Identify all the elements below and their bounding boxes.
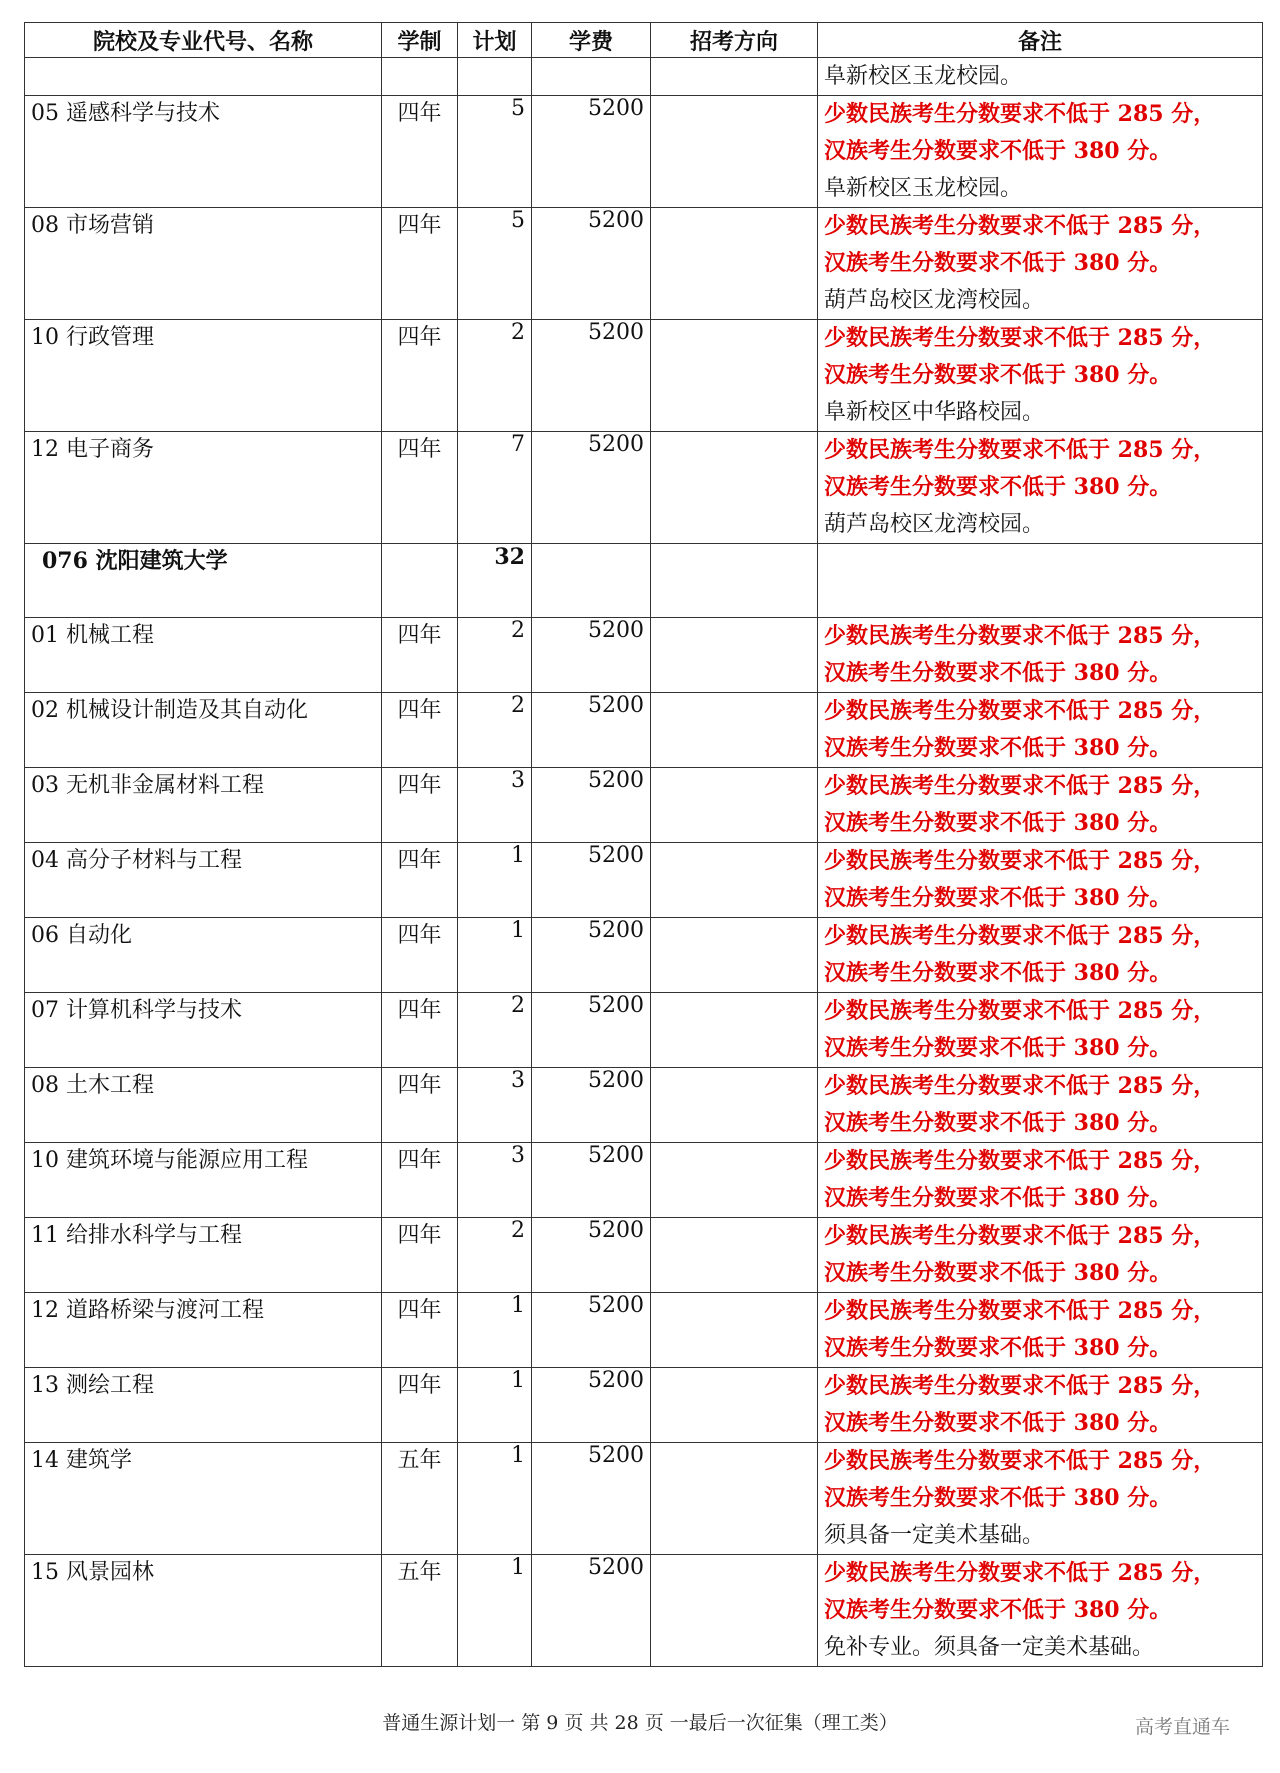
score-requirement-note: 少数民族考生分数要求不低于 285 分，: [824, 101, 1216, 127]
table-row: [25, 1293, 1263, 1368]
duration-cell: 四年: [382, 208, 458, 320]
notes-cell: [818, 320, 1263, 432]
score-requirement-note: 少数民族考生分数要求不低于 285 分，: [824, 923, 1216, 949]
campus-note: 阜新校区玉龙校园。: [824, 64, 1023, 89]
plan-count-cell: 7: [458, 432, 532, 544]
duration-cell: 四年: [382, 1293, 458, 1368]
score-requirement-note: 少数民族考生分数要求不低于 285 分，: [824, 698, 1216, 724]
notes-cell: [818, 1068, 1263, 1143]
major-name: 10 行政管理: [25, 320, 382, 432]
duration-cell: 四年: [382, 843, 458, 918]
plan-count-cell: 1: [458, 1368, 532, 1443]
fee-cell: 5200: [532, 320, 651, 432]
header-duration: 学制: [382, 23, 458, 58]
score-requirement-note: 少数民族考生分数要求不低于 285 分，: [824, 325, 1216, 351]
table-row: [25, 1068, 1263, 1143]
score-requirement-note: 少数民族考生分数要求不低于 285 分，: [824, 623, 1216, 649]
campus-note: 免补专业。须具备一定美术基础。: [824, 1635, 1155, 1660]
fee-cell: [532, 58, 651, 96]
direction-cell: [651, 1293, 818, 1368]
notes-cell: [818, 432, 1263, 544]
campus-note: 阜新校区中华路校园。: [824, 400, 1045, 425]
score-requirement-note: 汉族考生分数要求不低于 380 分。: [824, 1335, 1172, 1361]
header-fee: 学费: [532, 23, 651, 58]
duration-cell: 四年: [382, 993, 458, 1068]
plan-count-cell: 2: [458, 693, 532, 768]
fee-cell: 5200: [532, 208, 651, 320]
fee-cell: 5200: [532, 1368, 651, 1443]
direction-cell: [651, 320, 818, 432]
table-row: [25, 1143, 1263, 1218]
direction-cell: [651, 1368, 818, 1443]
score-requirement-note: 汉族考生分数要求不低于 380 分。: [824, 660, 1172, 686]
plan-count-cell: 1: [458, 1443, 532, 1555]
enrollment-plan-table: [24, 22, 1263, 1667]
notes-cell: [818, 693, 1263, 768]
notes-cell: [818, 1218, 1263, 1293]
direction-cell: [651, 1218, 818, 1293]
plan-count-cell: 1: [458, 1555, 532, 1667]
major-name: 01 机械工程: [25, 618, 382, 693]
fee-cell: 5200: [532, 1293, 651, 1368]
page-footer: 普通生源计划一 第 9 页 共 28 页 一最后一次征集（理工类）: [382, 1712, 898, 1734]
direction-cell: [651, 544, 818, 618]
fee-cell: 5200: [532, 843, 651, 918]
major-name: 12 电子商务: [25, 432, 382, 544]
score-requirement-note: 汉族考生分数要求不低于 380 分。: [824, 1110, 1172, 1136]
notes-cell: [818, 58, 1263, 96]
direction-cell: [651, 96, 818, 208]
direction-cell: [651, 768, 818, 843]
score-requirement-note: 少数民族考生分数要求不低于 285 分，: [824, 1223, 1216, 1249]
direction-cell: [651, 1143, 818, 1218]
watermark: 高考直通车: [1135, 1716, 1231, 1738]
fee-cell: 5200: [532, 768, 651, 843]
score-requirement-note: 少数民族考生分数要求不低于 285 分，: [824, 437, 1216, 463]
major-name: 10 建筑环境与能源应用工程: [25, 1143, 382, 1218]
score-requirement-note: 汉族考生分数要求不低于 380 分。: [824, 1035, 1172, 1061]
duration-cell: [382, 544, 458, 618]
table-row: [25, 618, 1263, 693]
table-row: [25, 320, 1263, 432]
table-row: [25, 843, 1263, 918]
table-row: [25, 58, 1263, 96]
direction-cell: [651, 693, 818, 768]
plan-count-cell: 3: [458, 768, 532, 843]
notes-cell: [818, 918, 1263, 993]
major-name: 03 无机非金属材料工程: [25, 768, 382, 843]
notes-cell: [818, 96, 1263, 208]
plan-count-cell: 2: [458, 993, 532, 1068]
duration-cell: 四年: [382, 1068, 458, 1143]
direction-cell: [651, 1443, 818, 1555]
duration-cell: 四年: [382, 693, 458, 768]
direction-cell: [651, 58, 818, 96]
header-plan: 计划: [458, 23, 532, 58]
notes-cell: [818, 618, 1263, 693]
university-row: [25, 544, 1263, 618]
fee-cell: 5200: [532, 1443, 651, 1555]
major-name: 12 道路桥梁与渡河工程: [25, 1293, 382, 1368]
notes-cell: [818, 843, 1263, 918]
direction-cell: [651, 843, 818, 918]
notes-cell: [818, 208, 1263, 320]
score-requirement-note: 汉族考生分数要求不低于 380 分。: [824, 250, 1172, 276]
plan-count-cell: 1: [458, 918, 532, 993]
fee-cell: 5200: [532, 96, 651, 208]
score-requirement-note: 汉族考生分数要求不低于 380 分。: [824, 810, 1172, 836]
table-row: [25, 768, 1263, 843]
score-requirement-note: 汉族考生分数要求不低于 380 分。: [824, 1260, 1172, 1286]
score-requirement-note: 少数民族考生分数要求不低于 285 分，: [824, 998, 1216, 1024]
campus-note: 葫芦岛校区龙湾校园。: [824, 512, 1045, 537]
score-requirement-note: 少数民族考生分数要求不低于 285 分，: [824, 1373, 1216, 1399]
notes-cell: [818, 1293, 1263, 1368]
plan-count-cell: 1: [458, 1293, 532, 1368]
table-body: [25, 58, 1263, 1667]
fee-cell: 5200: [532, 618, 651, 693]
campus-note: 须具备一定美术基础。: [824, 1523, 1045, 1548]
score-requirement-note: 汉族考生分数要求不低于 380 分。: [824, 735, 1172, 761]
duration-cell: 四年: [382, 1218, 458, 1293]
score-requirement-note: 少数民族考生分数要求不低于 285 分，: [824, 1560, 1216, 1586]
fee-cell: 5200: [532, 432, 651, 544]
duration-cell: 五年: [382, 1443, 458, 1555]
table-row: [25, 993, 1263, 1068]
fee-cell: 5200: [532, 1218, 651, 1293]
major-name: [25, 58, 382, 96]
notes-cell: [818, 544, 1263, 618]
direction-cell: [651, 1068, 818, 1143]
table-row: [25, 693, 1263, 768]
notes-cell: [818, 1368, 1263, 1443]
score-requirement-note: 少数民族考生分数要求不低于 285 分，: [824, 773, 1216, 799]
score-requirement-note: 少数民族考生分数要求不低于 285 分，: [824, 1298, 1216, 1324]
university-name: 076 沈阳建筑大学: [25, 544, 382, 618]
table-row: [25, 1218, 1263, 1293]
major-name: 05 遥感科学与技术: [25, 96, 382, 208]
header-direction: 招考方向: [651, 23, 818, 58]
notes-cell: [818, 1555, 1263, 1667]
major-name: 13 测绘工程: [25, 1368, 382, 1443]
score-requirement-note: 汉族考生分数要求不低于 380 分。: [824, 1485, 1172, 1511]
plan-count-cell: [458, 58, 532, 96]
notes-cell: [818, 993, 1263, 1068]
fee-cell: 5200: [532, 918, 651, 993]
plan-count-cell: 1: [458, 843, 532, 918]
duration-cell: 四年: [382, 320, 458, 432]
score-requirement-note: 汉族考生分数要求不低于 380 分。: [824, 1410, 1172, 1436]
direction-cell: [651, 618, 818, 693]
duration-cell: 四年: [382, 618, 458, 693]
direction-cell: [651, 1555, 818, 1667]
fee-cell: 5200: [532, 693, 651, 768]
major-name: 15 风景园林: [25, 1555, 382, 1667]
table-row: [25, 96, 1263, 208]
direction-cell: [651, 918, 818, 993]
notes-cell: [818, 1143, 1263, 1218]
campus-note: 阜新校区玉龙校园。: [824, 176, 1023, 201]
plan-count-cell: 2: [458, 320, 532, 432]
major-name: 06 自动化: [25, 918, 382, 993]
table-row: [25, 1368, 1263, 1443]
major-name: 02 机械设计制造及其自动化: [25, 693, 382, 768]
plan-count-cell: 3: [458, 1143, 532, 1218]
campus-note: 葫芦岛校区龙湾校园。: [824, 288, 1045, 313]
header-notes: 备注: [818, 23, 1263, 58]
major-name: 14 建筑学: [25, 1443, 382, 1555]
score-requirement-note: 汉族考生分数要求不低于 380 分。: [824, 960, 1172, 986]
duration-cell: 四年: [382, 96, 458, 208]
table-row: [25, 432, 1263, 544]
score-requirement-note: 少数民族考生分数要求不低于 285 分，: [824, 213, 1216, 239]
score-requirement-note: 汉族考生分数要求不低于 380 分。: [824, 885, 1172, 911]
score-requirement-note: 少数民族考生分数要求不低于 285 分，: [824, 1148, 1216, 1174]
direction-cell: [651, 208, 818, 320]
direction-cell: [651, 432, 818, 544]
duration-cell: 四年: [382, 432, 458, 544]
plan-count-cell: 32: [458, 544, 532, 618]
score-requirement-note: 少数民族考生分数要求不低于 285 分，: [824, 1073, 1216, 1099]
table-row: [25, 208, 1263, 320]
notes-cell: [818, 1443, 1263, 1555]
score-requirement-note: 汉族考生分数要求不低于 380 分。: [824, 474, 1172, 500]
plan-count-cell: 5: [458, 96, 532, 208]
major-name: 04 高分子材料与工程: [25, 843, 382, 918]
table-row: [25, 1555, 1263, 1667]
plan-count-cell: 2: [458, 618, 532, 693]
fee-cell: 5200: [532, 1068, 651, 1143]
score-requirement-note: 汉族考生分数要求不低于 380 分。: [824, 1185, 1172, 1211]
notes-cell: [818, 768, 1263, 843]
score-requirement-note: 汉族考生分数要求不低于 380 分。: [824, 362, 1172, 388]
plan-count-cell: 2: [458, 1218, 532, 1293]
major-name: 07 计算机科学与技术: [25, 993, 382, 1068]
direction-cell: [651, 993, 818, 1068]
fee-cell: [532, 544, 651, 618]
duration-cell: 四年: [382, 918, 458, 993]
table-row: [25, 1443, 1263, 1555]
header-name: 院校及专业代号、名称: [25, 23, 382, 58]
duration-cell: 四年: [382, 1368, 458, 1443]
plan-count-cell: 5: [458, 208, 532, 320]
duration-cell: 五年: [382, 1555, 458, 1667]
plan-count-cell: 3: [458, 1068, 532, 1143]
duration-cell: [382, 58, 458, 96]
duration-cell: 四年: [382, 1143, 458, 1218]
major-name: 08 土木工程: [25, 1068, 382, 1143]
score-requirement-note: 少数民族考生分数要求不低于 285 分，: [824, 848, 1216, 874]
major-name: 11 给排水科学与工程: [25, 1218, 382, 1293]
fee-cell: 5200: [532, 1143, 651, 1218]
score-requirement-note: 汉族考生分数要求不低于 380 分。: [824, 138, 1172, 164]
score-requirement-note: 汉族考生分数要求不低于 380 分。: [824, 1597, 1172, 1623]
score-requirement-note: 少数民族考生分数要求不低于 285 分，: [824, 1448, 1216, 1474]
table-row: [25, 918, 1263, 993]
fee-cell: 5200: [532, 993, 651, 1068]
major-name: 08 市场营销: [25, 208, 382, 320]
fee-cell: 5200: [532, 1555, 651, 1667]
table-header-row: [25, 23, 1263, 58]
duration-cell: 四年: [382, 768, 458, 843]
